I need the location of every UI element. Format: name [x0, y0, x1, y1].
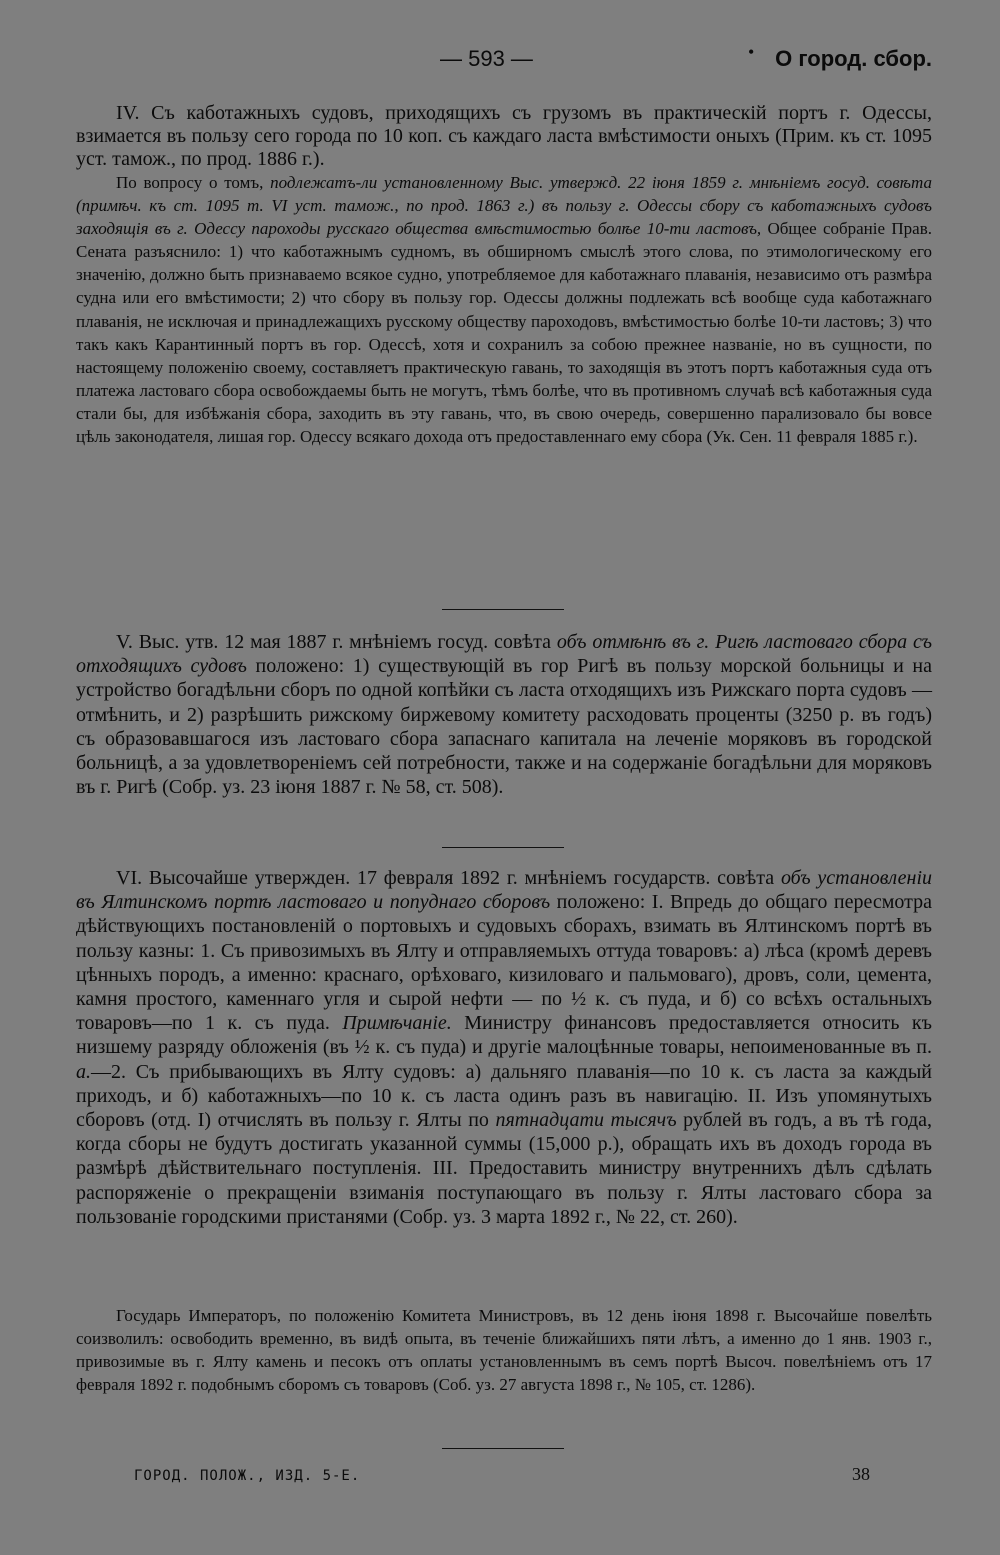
page-footer: [76, 1464, 932, 1492]
text-run: V. Выс. утв. 12 мая 1887 г. мнѣніемъ госуд. совѣта: [116, 631, 557, 653]
text-run: —2. Съ прибывающихъ въ Ялту судовъ: а) дальняго плаванія—по 10 к. съ ласта за каждый приходъ, и б) каботажныхъ—по 10 к. съ ласта одинъ разъ въ навигацію. II. Изъ упомянутыхъ сборовъ (отд. I) отчислять въ пользу г. Ялты по: [76, 1060, 932, 1132]
section-iv: [76, 102, 932, 448]
section-v: [76, 630, 932, 799]
divider: [442, 1448, 564, 1449]
text-run: По вопросу о томъ,: [116, 173, 271, 192]
section-v-paragraph: [76, 630, 932, 799]
section-iv-paragraph-2: [76, 171, 932, 448]
section-iv-paragraph-1: IV. Съ каботажныхъ судовъ, приходящихъ съ грузомъ въ практическій портъ г. Одессы, взимается въ пользу сего города по 10 коп. съ каждаго ласта вмѣстимости оныхъ (Прим. къ ст. 1095 уст. тамож., по прод. 1886 г.).: [76, 102, 932, 170]
section-vi: [76, 866, 932, 1229]
page-header: [76, 42, 932, 76]
header-mark: •: [748, 42, 755, 62]
italic-run: а.: [76, 1060, 91, 1083]
running-head: О город. сбор.: [775, 46, 932, 71]
divider: [442, 847, 564, 848]
italic-run: объ отмѣнѣ въ г. Ригѣ ластоваго сбора съ отходящихъ судовъ: [76, 631, 933, 678]
text-run: положено: 1) существующій въ гор Ригѣ въ пользу морской больницы и на устройство богадѣльни сборъ по одной копѣйки съ ласта отходящихъ изъ Рижскаго порта судовъ — отмѣнить, и 2) разрѣшить рижскому биржевому комитету расходовать проценты (3250 р. въ годъ) съ образовавшагося изъ ластоваго сбора запаснаго капитала на леченіе моряковъ въ городской больницѣ, а за удовлетвореніемъ сей потребности, также и на содержаніе богадѣльни для моряковъ въ г. Ригѣ (Собр. уз. 23 іюня 1887 г. № 58, ст. 508).: [76, 655, 932, 799]
text-run: положено: I. Впредь до общаго пересмотра дѣйствующихъ постановленій о портовыхъ и судовыхъ сборахъ, взимать въ Ялтинскомъ портѣ въ пользу казны: 1. Съ привозимыхъ въ Ялту и отправляемыхъ оттуда товаровъ: а) лѣса (кромѣ деревъ цѣнныхъ породъ, а именно: краснаго, орѣховаго, кизиловаго и пальмоваго), дровъ, соли, цемента, камня простого, каменнаго угля и сырой нефти — по ½ к. съ пуда, и б) со всѣхъ остальныхъ товаровъ—по 1 к. съ пуда.: [76, 891, 932, 1035]
footer-signature: ГОРОД. ПОЛОЖ., ИЗД. 5-Е.: [134, 1468, 361, 1484]
footer-sheet-number: 38: [852, 1464, 870, 1484]
text-run: Общее собраніе Прав. Сената разъяснило: 1) что каботажнымъ судномъ, въ обширномъ смыслѣ этого слова, по этимологическому его значенію, должно быть признаваемо всякое судно, употребляемое для каботажнаго плаванія, независимо отъ размѣра судна или его вмѣстимости; 2) что сбору въ пользу гор. Одессы должны подлежать всѣ вообще суда каботажнаго плаванія, не исключая и принадлежащихъ русскому обществу пароходовъ, вмѣстимостью болѣе 10-ти ластовъ; 3) что такъ какъ Карантинный портъ въ гор. Одессѣ, хотя и сохранилъ за собою прежнее названіе, но въ сущности, по настоящему положенію своему, составляетъ практическую гавань, то заходящія въ этотъ портъ каботажныя суда отъ платежа ластоваго сбора освобождаемы быть не могутъ, тѣмъ болѣе, что въ противномъ случаѣ всѣ каботажныя суда стали бы, для избѣжанія сбора, заходить въ эту гавань, что, въ свою очередь, совершенно парализовало бы вовсе цѣль законодателя, лишая гор. Одессу всякаго дохода отъ предоставленнаго ему сбора (Ук. Сен. 11 февраля 1885 г.).: [76, 219, 932, 447]
section-vii: [76, 1304, 932, 1396]
italic-run: объ установленіи въ Ялтинскомъ портѣ ластоваго и попуднаго сборовъ: [76, 867, 933, 914]
italic-run: подлежатъ-ли установленному Выс. утвержд. 22 іюня 1859 г. мнѣніемъ госуд. совѣта (примѣч. къ ст. 1095 т. VI уст. тамож., по прод. 1863 г.) въ пользу г. Одессы сбору съ каботажныхъ судовъ заходящія въ г. Одессу пароходы русскаго общества вмѣстимостью болѣе 10-ти ластовъ,: [76, 173, 932, 239]
section-vii-paragraph: Государь Императоръ, по положенію Комитета Министровъ, въ 12 день іюня 1898 г. Высочайше повелѣть соизволилъ: освободить временно, въ видѣ опыта, въ теченіе ближайшихъ пяти лѣтъ, а именно до 1 янв. 1903 г., привозимые въ г. Ялту камень и песокъ отъ оплаты установленнымъ въ семъ портѣ Высоч. повелѣніемъ отъ 17 февраля 1892 г. подобнымъ сборомъ съ товаровъ (Соб. уз. 27 августа 1898 г., № 105, ст. 1286).: [76, 1306, 932, 1395]
italic-run: пятнадцати тысячъ: [495, 1109, 677, 1132]
divider: [442, 609, 564, 610]
italic-run: Примѣчаніе.: [342, 1012, 452, 1035]
text-run: VI. Высочайше утвержден. 17 февраля 1892 г. мнѣніемъ государств. совѣта: [116, 867, 781, 889]
page-number: — 593 —: [440, 46, 533, 71]
section-vi-paragraph: [76, 866, 932, 1229]
text-run: рублей въ годъ, а въ тѣ года, когда сборы не будутъ достигать указанной суммы (15,000 р.), обращать ихъ въ доходъ города въ размѣрѣ дѣйствительнаго поступленія. III. Предоставить министру внутреннихъ дѣлъ сдѣлать распоряженіе о прекращеніи взиманія поступающаго въ пользу г. Ялты ластоваго сбора за пользованіе городскими пристанями (Собр. уз. 3 марта 1892 г., № 22, ст. 260).: [76, 1109, 932, 1228]
text-run: Министру финансовъ предоставляется относить къ низшему разряду обложенія (въ ½ к. съ пуда) и другіе малоцѣнные товары, непоименованные въ п.: [76, 1012, 932, 1059]
